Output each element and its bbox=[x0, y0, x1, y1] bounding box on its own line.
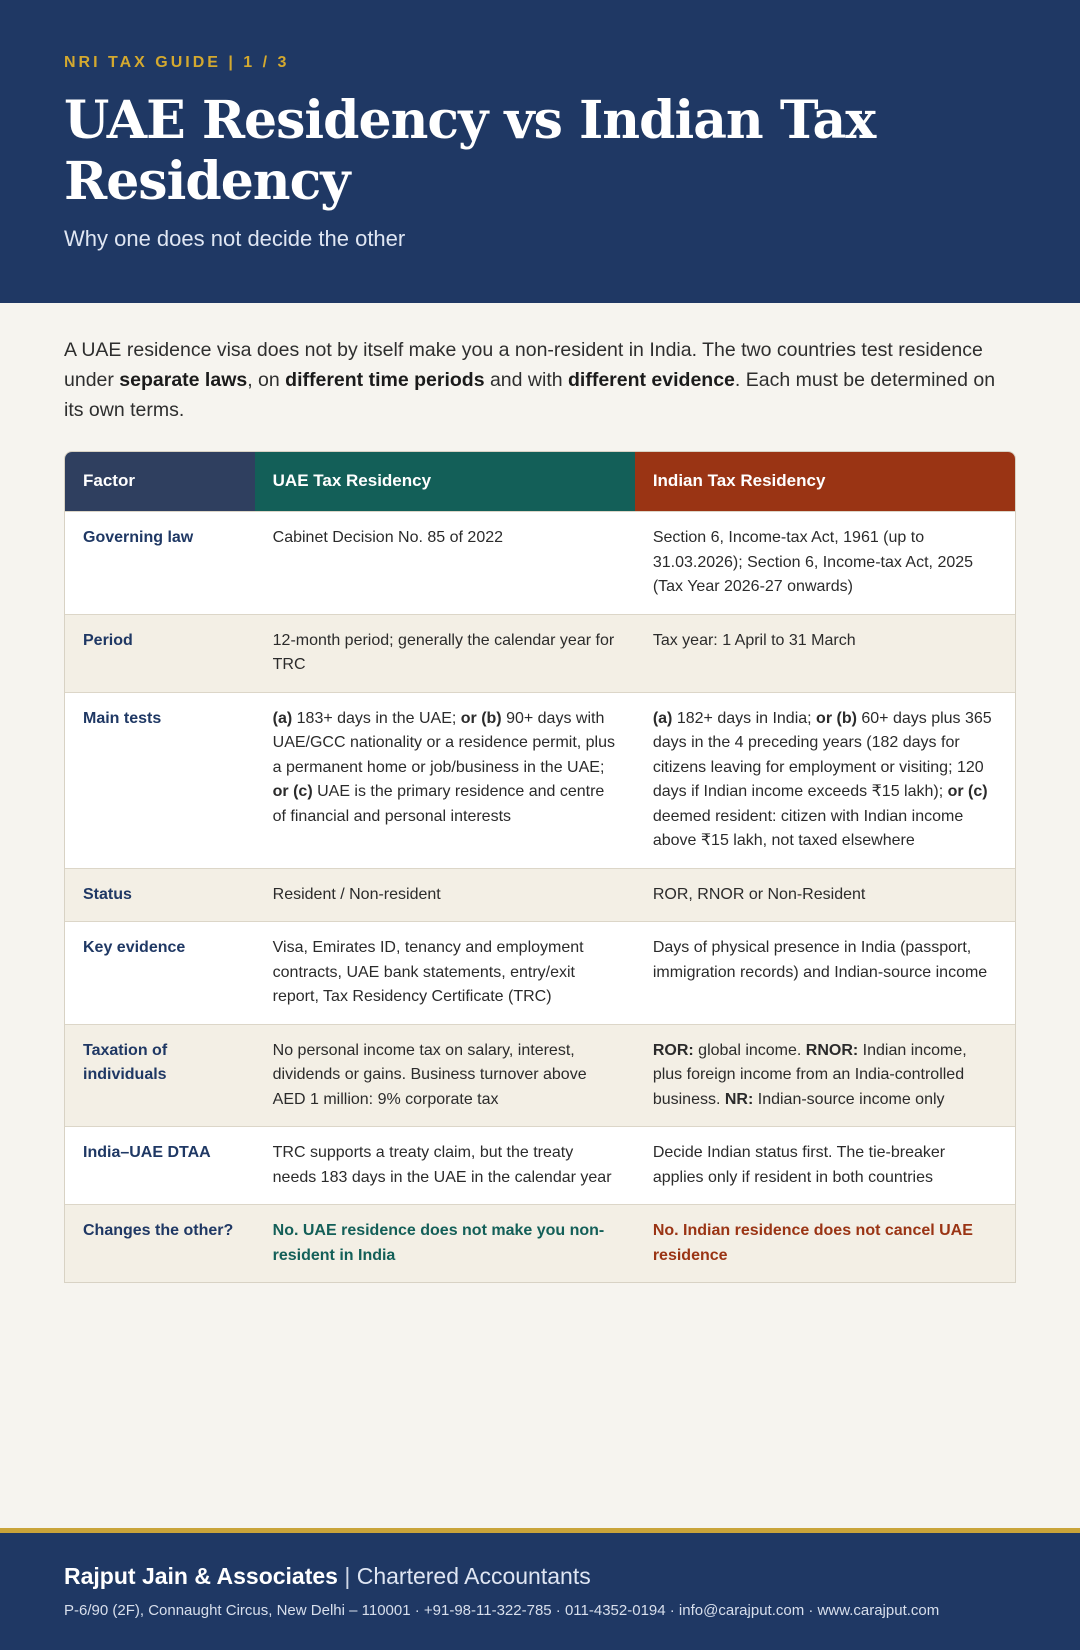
table-row-governing-law bbox=[65, 511, 1015, 614]
factor-cell: India–UAE DTAA bbox=[83, 1144, 211, 1161]
comparison-table bbox=[64, 451, 1016, 1283]
intro-text: . Each must be determined on its own terms. bbox=[64, 369, 996, 421]
table-row-dtaa bbox=[65, 1126, 1015, 1204]
factor-cell: Changes the other? bbox=[83, 1222, 234, 1239]
factor-cell: Governing law bbox=[83, 529, 194, 546]
table-row-key-evidence bbox=[65, 921, 1015, 1024]
status-label: ROR: bbox=[652, 1041, 694, 1059]
factor-cell: Status bbox=[83, 885, 132, 903]
intro-text: , on bbox=[247, 369, 286, 391]
contact-line: P-6/90 (2F), Connaught Circus, New Delhi – 110001 · +91-98-11-322-785 · 011-4352-0194 · info@carajput.com · www.carajput.com bbox=[64, 1602, 940, 1619]
intro-emphasis: different evidence bbox=[568, 369, 735, 391]
firm-separator: | bbox=[344, 1563, 351, 1589]
intro-emphasis: separate laws bbox=[119, 369, 248, 391]
test-text: 183+ days in the UAE; bbox=[292, 709, 461, 727]
firm-line bbox=[64, 1563, 1016, 1590]
uae-cell: Cabinet Decision No. 85 of 2022 bbox=[272, 529, 504, 546]
test-text: 90+ days with UAE/GCC nationality or a residence permit, plus a permanent home or job/business in the UAE; bbox=[272, 709, 616, 776]
header-banner bbox=[0, 0, 1080, 303]
test-text: deemed resident: citizen with Indian income above ₹15 lakh, not taxed elsewhere bbox=[652, 807, 964, 849]
india-cell: Section 6, Income-tax Act, 1961 (up to 31.03.2026); Section 6, Income-tax Act, 2025 (Tax Year 2026-27 onwards) bbox=[652, 529, 974, 595]
table-row-status bbox=[65, 868, 1015, 922]
page-title: UAE Residency vs Indian Tax Residency bbox=[64, 90, 876, 212]
firm-name: Rajput Jain & Associates bbox=[64, 1563, 338, 1589]
test-label: or (c) bbox=[947, 783, 988, 800]
intro-paragraph bbox=[0, 303, 1080, 425]
intro-text: and with bbox=[484, 369, 569, 391]
header-factor: Factor bbox=[65, 452, 255, 511]
guide-kicker: NRI TAX GUIDE | 1 / 3 bbox=[64, 54, 290, 71]
test-label: (a) bbox=[652, 709, 673, 727]
factor-cell: Key evidence bbox=[83, 939, 186, 956]
uae-cell: TRC supports a treaty claim, but the treaty needs 183 days in the UAE in the calendar year bbox=[272, 1144, 612, 1186]
table-row-taxation bbox=[65, 1024, 1015, 1127]
india-cell: Decide Indian status first. The tie-breaker applies only if resident in both countries bbox=[652, 1144, 946, 1186]
status-text: Indian income, plus foreign income from an India-controlled business. bbox=[652, 1041, 967, 1108]
firm-description: Chartered Accountants bbox=[356, 1563, 591, 1589]
india-cell: Days of physical presence in India (passport, immigration records) and Indian-source income bbox=[652, 939, 988, 981]
test-label: or (b) bbox=[460, 709, 502, 727]
table-row-main-tests bbox=[65, 692, 1015, 868]
test-text: 60+ days plus 365 days in the 4 preceding years (182 days for citizens leaving for employment or visiting; 120 days if Indian income exceeds ₹15 lakh); bbox=[652, 709, 992, 800]
uae-cell: No. UAE residence does not make you non-resident in India bbox=[272, 1222, 605, 1264]
footer bbox=[0, 1533, 1080, 1650]
india-cell bbox=[635, 693, 1015, 868]
india-cell: Tax year: 1 April to 31 March bbox=[652, 631, 856, 649]
table-row-changes-other bbox=[65, 1204, 1015, 1282]
status-label: RNOR: bbox=[805, 1041, 859, 1059]
table-header-row bbox=[65, 452, 1015, 511]
status-text: global income. bbox=[693, 1041, 806, 1059]
test-label: or (b) bbox=[816, 709, 857, 727]
test-text: UAE is the primary residence and centre of financial and personal interests bbox=[272, 783, 605, 825]
uae-cell: 12-month period; generally the calendar year for TRC bbox=[272, 631, 615, 673]
intro-emphasis: different time periods bbox=[285, 369, 485, 391]
page-subtitle: Why one does not decide the other bbox=[64, 226, 406, 251]
uae-cell: Visa, Emirates ID, tenancy and employment contracts, UAE bank statements, entry/exit report, Tax Residency Certificate (TRC) bbox=[272, 939, 584, 1005]
factor-cell: Taxation of individuals bbox=[83, 1041, 168, 1083]
factor-cell: Period bbox=[83, 631, 133, 649]
status-label: NR: bbox=[724, 1090, 754, 1108]
factor-cell: Main tests bbox=[83, 709, 162, 727]
india-cell bbox=[635, 1025, 1015, 1127]
india-cell: ROR, RNOR or Non-Resident bbox=[652, 885, 866, 903]
status-text: Indian-source income only bbox=[753, 1090, 945, 1108]
uae-cell: Resident / Non-resident bbox=[272, 885, 441, 903]
test-label: or (c) bbox=[272, 783, 313, 800]
header-uae: UAE Tax Residency bbox=[255, 452, 635, 511]
uae-cell: No personal income tax on salary, interest, dividends or gains. Business turnover above AED 1 million: 9% corporate tax bbox=[272, 1041, 587, 1108]
intro-text: A UAE residence visa does not by itself make you a non-resident in India. The two countries test residence under bbox=[64, 339, 983, 391]
india-cell: No. Indian residence does not cancel UAE residence bbox=[652, 1222, 973, 1264]
uae-cell bbox=[255, 693, 635, 868]
header-india: Indian Tax Residency bbox=[635, 452, 1015, 511]
table-row-period bbox=[65, 614, 1015, 692]
test-label: (a) bbox=[272, 709, 293, 727]
test-text: 182+ days in India; bbox=[672, 709, 817, 727]
